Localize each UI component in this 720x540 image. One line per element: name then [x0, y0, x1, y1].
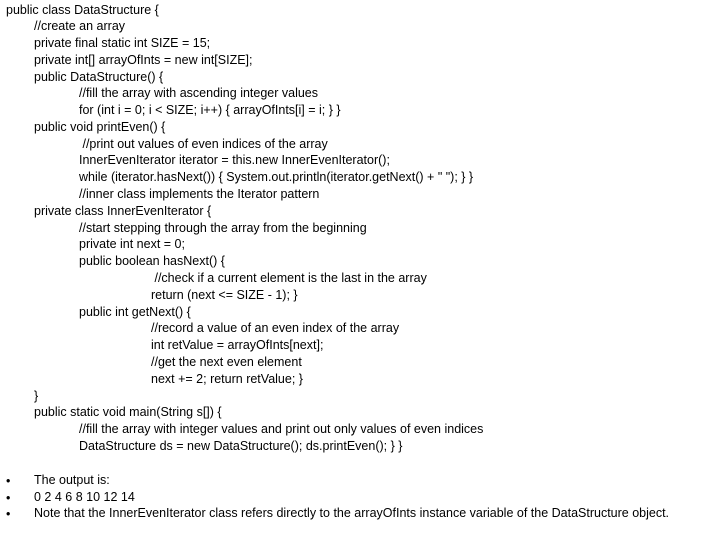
code-line: //check if a current element is the last in the array — [151, 271, 427, 285]
note-explanation: Note that the InnerEvenIterator class refers directly to the arrayOfInts instance variable of the DataStructure object. — [34, 506, 670, 520]
bullet-icon: • — [6, 491, 11, 505]
bullet-icon: • — [6, 507, 11, 521]
code-line: public void printEven() { — [34, 120, 166, 134]
code-line: public DataStructure() { — [34, 70, 164, 84]
code-line: //record a value of an even index of the array — [151, 321, 400, 335]
code-line: //fill the array with integer values and print out only values of even indices — [79, 422, 484, 436]
code-line: //inner class implements the Iterator pattern — [79, 187, 320, 201]
code-line: //get the next even element — [151, 355, 302, 369]
code-line: for (int i = 0; i < SIZE; i++) { arrayOfInts[i] = i; } } — [79, 103, 341, 117]
bullet-icon: • — [6, 474, 11, 488]
code-line: public static void main(String s[]) { — [34, 405, 222, 419]
code-line: public int getNext() { — [79, 305, 191, 319]
code-line: DataStructure ds = new DataStructure(); ds.printEven(); } } — [79, 439, 403, 453]
code-line: private class InnerEvenIterator { — [34, 204, 212, 218]
code-line: private int[] arrayOfInts = new int[SIZE]; — [34, 53, 253, 67]
code-line: while (iterator.hasNext()) { System.out.println(iterator.getNext() + " "); } } — [79, 170, 474, 184]
code-line: InnerEvenIterator iterator = this.new InnerEvenIterator(); — [79, 153, 390, 167]
code-line: //create an array — [34, 19, 126, 33]
note-output-values: 0 2 4 6 8 10 12 14 — [34, 490, 135, 504]
code-line: private final static int SIZE = 15; — [34, 36, 211, 50]
code-line: } — [34, 389, 39, 403]
code-line: //fill the array with ascending integer values — [79, 86, 319, 100]
code-line: //print out values of even indices of the array — [79, 137, 328, 151]
code-line: public boolean hasNext() { — [79, 254, 225, 268]
code-line: return (next <= SIZE - 1); } — [151, 288, 298, 302]
code-line: next += 2; return retValue; } — [151, 372, 303, 386]
code-line: //start stepping through the array from the beginning — [79, 221, 367, 235]
code-line: int retValue = arrayOfInts[next]; — [151, 338, 324, 352]
code-line: private int next = 0; — [79, 237, 185, 251]
code-line: public class DataStructure { — [6, 3, 159, 17]
note-output-label: The output is: — [34, 473, 110, 487]
